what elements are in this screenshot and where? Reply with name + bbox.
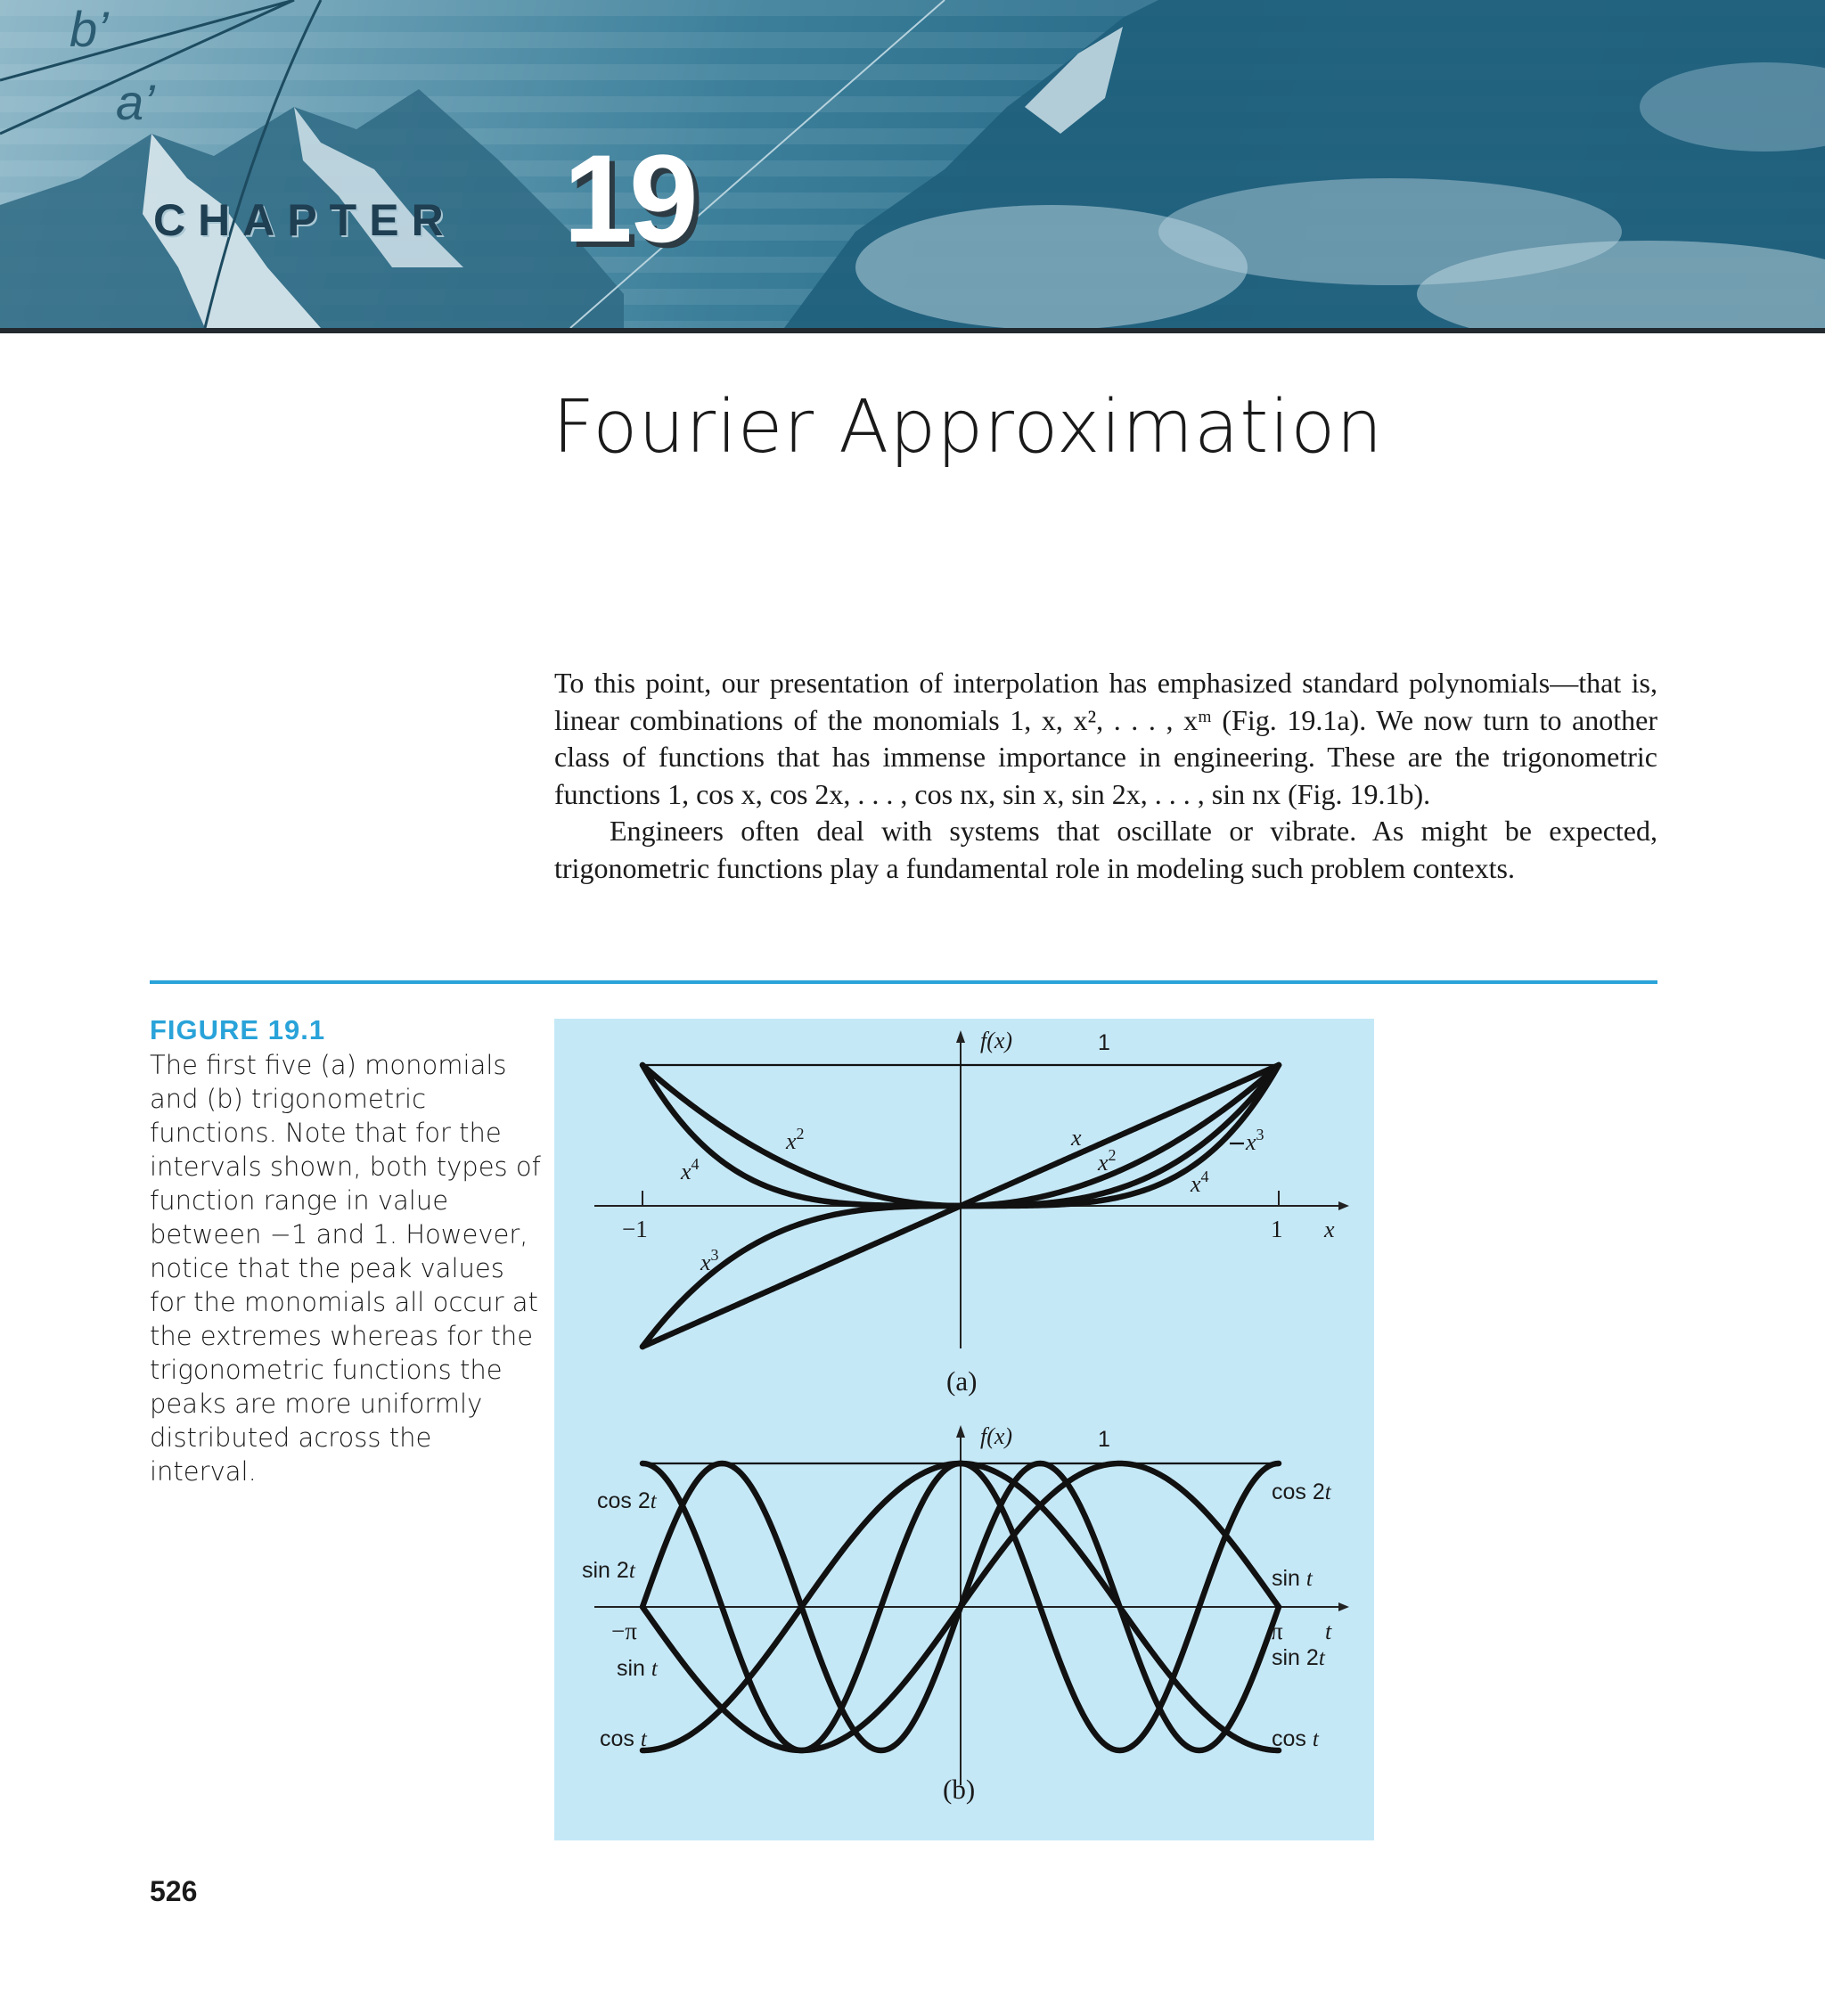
panel-a-caption: (a) [946, 1365, 978, 1397]
label-x4-right: $x^4$ [1191, 1168, 1209, 1197]
banner-letter-b: b’ [70, 1, 109, 57]
panel-a-xlabel: x [1324, 1217, 1335, 1242]
panel-a-tick-label-right: 1 [1271, 1216, 1283, 1242]
figure-plots [554, 1019, 1374, 1840]
intro-text [554, 665, 1657, 887]
figure-caption: The first five (a) monomials and (b) trigonometric functions. Note that for the intervals shown, both types of function range in value between −1 and 1. However, notice that the peak values for the monomials all occur at the extremes whereas for the trigonometric functions the peaks are more uniformly distributed across the interval. [150, 1050, 541, 1487]
panel-b-top-label: 1 [1098, 1427, 1110, 1452]
intro-paragraph-1: To this point, our presentation of interpolation has emphasized standard polynomials—that is, linear combinations of the monomials 1, x, x², . . . , xᵐ (Fig. 19.1a). We now turn to another class of functions that has immense importance in engineering. These are the trigonometric functions 1, cos x, cos 2x, . . . , cos nx, sin x, sin 2x, . . . , sin nx (Fig. 19.1b). [554, 667, 1657, 810]
label-x3-left: $x^3$ [700, 1246, 719, 1275]
chapter-banner [0, 0, 1825, 328]
panel-a-y-arrow [956, 1030, 965, 1043]
label-x2-right: $x^2$ [1098, 1146, 1117, 1176]
figure-divider [150, 980, 1657, 984]
panel-a-labels [622, 1028, 1335, 1397]
panel-a-ylabel: f(x) [980, 1028, 1013, 1053]
label-x3-right: $x^3$ [1246, 1126, 1264, 1155]
panel-b-caption: (b) [943, 1774, 976, 1805]
panel-a-tick-label-left: −1 [622, 1216, 648, 1242]
panel-a-axes [594, 1030, 1349, 1348]
label-x2-left: $x^2$ [786, 1125, 805, 1154]
intro-paragraph-2: Engineers often deal with systems that oscillate or vibrate. As might be expected, trigonometric functions play a fundamental role in modeling such problem contexts. [554, 815, 1657, 884]
banner-letter-a: a’ [116, 74, 155, 130]
label-sin2t-right: sin 2t [1272, 1645, 1325, 1670]
panel-a-top-label: 1 [1098, 1030, 1110, 1055]
chapter-number: 19 [563, 128, 695, 268]
label-cost-right: cos t [1272, 1726, 1319, 1751]
label-x-right: x [1071, 1125, 1082, 1151]
panel-b-xlabel: t [1325, 1619, 1332, 1644]
banner-divider [0, 328, 1825, 333]
label-cos2t-right: cos 2t [1272, 1479, 1331, 1504]
panel-b-y-arrow [956, 1425, 965, 1438]
panel-a-x-arrow [1338, 1201, 1349, 1210]
panel-b-axes [594, 1425, 1349, 1785]
panel-b-tick-label-right: π [1271, 1618, 1283, 1644]
label-cos2t-left: cos 2t [597, 1488, 657, 1513]
page-number: 526 [150, 1875, 198, 1907]
chapter-title: Fourier Approximation [552, 385, 1384, 470]
chapter-word: CHAPTER [153, 195, 456, 245]
figure-label: FIGURE 19.1 [150, 1014, 326, 1045]
label-sin2t-left: sin 2t [582, 1558, 635, 1583]
label-cost-left: cos t [600, 1726, 647, 1751]
label-x4-left: $x^4$ [681, 1155, 700, 1184]
label-sint-right: sin t [1272, 1566, 1313, 1591]
label-sint-left: sin t [617, 1656, 658, 1681]
panel-b-x-arrow [1338, 1602, 1349, 1611]
panel-b-ylabel: f(x) [980, 1423, 1013, 1449]
mountain-artwork [0, 0, 1825, 328]
figure-panel [554, 1019, 1374, 1840]
panel-b-tick-label-left: −π [611, 1618, 637, 1644]
